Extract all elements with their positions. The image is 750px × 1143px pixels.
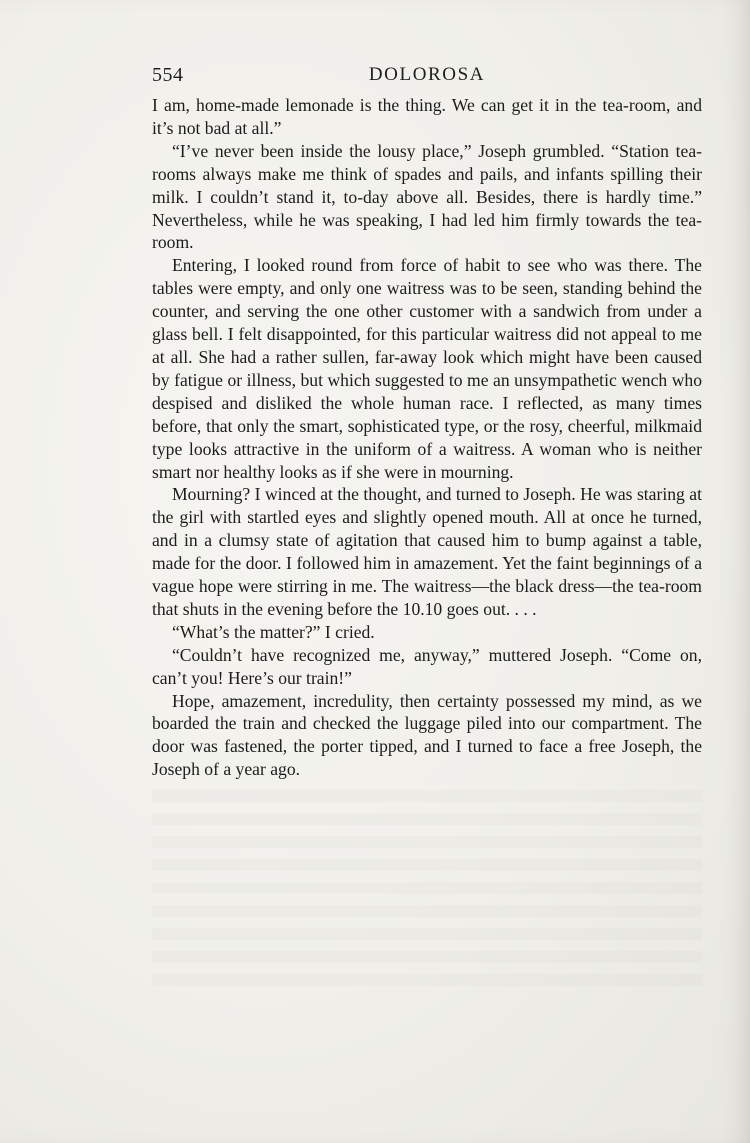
- paragraph-7: Hope, amazement, incredulity, then certainty possessed my mind, as we boarded the train and checked the luggage piled into our compartment. The door was fastened, the porter tipped, and I turned to face a free Joseph, the Joseph of a year ago.: [152, 690, 702, 780]
- paragraph-6: “Couldn’t have recognized me, anyway,” muttered Joseph. “Come on, can’t you! Here’s our train!”: [152, 644, 702, 688]
- paragraph-2: “I’ve never been inside the lousy place,” Joseph grumbled. “Station tea-rooms always make me think of spades and pails, and infants spilling their milk. I couldn’t stand it, to-day above all. Besides, there is hardly time.” Nevertheless, while he was speaking, I had led him firmly towards the tea-room.: [152, 140, 702, 253]
- paragraph-1: I am, home-made lemonade is the thing. We can get it in the tea-room, and it’s not bad at all.”: [152, 95, 702, 138]
- running-head: DOLOROSA: [368, 64, 486, 85]
- page-number: 554: [152, 64, 184, 86]
- paragraph-4: Mourning? I winced at the thought, and turned to Joseph. He was staring at the girl with startled eyes and slightly opened mouth. All at once he turned, and in a clumsy state of agitation that caused him to bump against a table, made for the door. I followed him in amazement. Yet the faint beginnings of a vague hope were stirring in me. The waitress—the black dress—the tea-room that shuts in the evening before the 10.10 goes out. . . .: [152, 484, 702, 619]
- paragraph-3: Entering, I looked round from force of habit to see who was there. The tables were empty, and only one waitress was to be seen, standing behind the counter, and serving the one other customer with a sandwich from under a glass bell. I felt disappointed, for this particular waitress did not appeal to me at all. She had a rather sullen, far-away look which might have been caused by fatigue or illness, but which suggested to me an unsympathetic wench who despised and disliked the whole human race. I reflected, as many times before, that only the smart, sophisticated type, or the rosy, cheerful, milkmaid type looks attractive in the uniform of a waitress. A woman who is neither smart nor healthy looks as if she were in mourning.: [152, 255, 702, 482]
- show-through-texture: [152, 790, 702, 990]
- page-header: [152, 64, 702, 94]
- paragraph-5: “What’s the matter?” I cried.: [172, 621, 375, 642]
- body-text: [152, 94, 702, 781]
